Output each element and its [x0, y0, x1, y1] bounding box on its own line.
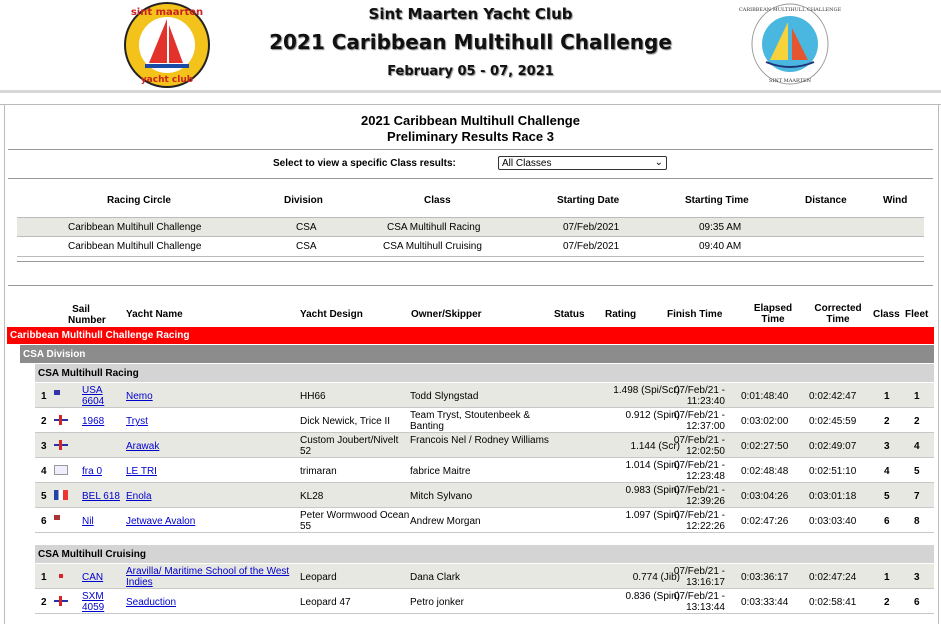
- elapsed-time: 0:02:27:50: [741, 441, 789, 452]
- yacht-name-link[interactable]: Arawak: [126, 441, 160, 452]
- club-name: Sint Maarten Yacht Club: [368, 5, 573, 23]
- finish-time: 07/Feb/21 - 12:39:26: [673, 485, 725, 507]
- sail-number-link[interactable]: Nil: [82, 516, 94, 527]
- owner-skipper: Francois Nel / Rodney Williams: [410, 435, 549, 446]
- logo-right-bottom-text: SINT MAARTEN: [768, 78, 812, 84]
- class-band-racing: CSA Multihull Racing: [35, 364, 934, 382]
- owner-skipper: fabrice Maitre: [410, 466, 471, 477]
- col-sail-number: Sail Number: [68, 304, 106, 326]
- page-subtitle: Preliminary Results Race 3: [387, 129, 554, 144]
- logo-right-top-text: CARIBBEAN MULTIHULL CHALLENGE: [738, 7, 842, 13]
- elapsed-time: 0:03:33:44: [741, 597, 789, 608]
- yacht-name-link[interactable]: Aravilla/ Maritime School of the West Indies: [126, 566, 290, 588]
- finish-time: 07/Feb/21 - 11:23:40: [673, 385, 725, 407]
- corrected-time: 0:03:03:40: [809, 516, 857, 527]
- logo-left-top-text: sint maarten: [130, 7, 204, 18]
- sail-number-link[interactable]: CAN: [82, 572, 104, 583]
- event-banner: [0, 0, 941, 92]
- race-info-row: [17, 217, 924, 237]
- yacht-design: Leopard: [300, 572, 337, 583]
- divider: [8, 149, 933, 150]
- yacht-design: trimaran: [300, 466, 337, 477]
- elapsed-time: 0:03:36:17: [741, 572, 789, 583]
- position: 1: [41, 391, 47, 402]
- sail-number-link[interactable]: SXM 4059: [82, 591, 105, 613]
- yacht-name-link[interactable]: Nemo: [126, 391, 153, 402]
- chevron-down-icon: ⌄: [654, 157, 663, 168]
- col-corrected-time: Corrected Time: [814, 303, 862, 325]
- col-finish-time: Finish Time: [667, 309, 723, 320]
- start-date-cell: 07/Feb/2021: [563, 241, 620, 252]
- divider: [17, 261, 924, 262]
- elapsed-time: 0:03:04:26: [741, 491, 789, 502]
- col-yacht-design: Yacht Design: [300, 309, 363, 320]
- position: 1: [41, 572, 47, 583]
- class-band-cruising: CSA Multihull Cruising: [35, 545, 934, 563]
- position: 3: [41, 441, 47, 452]
- corrected-time: 0:02:49:07: [809, 441, 857, 452]
- owner-skipper: Andrew Morgan: [410, 516, 481, 527]
- class-select-row: [0, 156, 941, 172]
- finish-time: 07/Feb/21 - 13:13:44: [673, 591, 725, 613]
- col-yacht-name: Yacht Name: [126, 309, 183, 320]
- class-cell: CSA Multihull Cruising: [383, 241, 482, 252]
- elapsed-time: 0:02:47:26: [741, 516, 789, 527]
- class-place: 2: [884, 416, 890, 427]
- fleet-place: 1: [914, 391, 920, 402]
- elapsed-time: 0:01:48:40: [741, 391, 789, 402]
- header-class: Class: [424, 195, 451, 206]
- class-place: 3: [884, 441, 890, 452]
- yacht-design: Custom Joubert/Nivelt 52: [300, 435, 399, 457]
- fleet-place: 6: [914, 597, 920, 608]
- col-rating: Rating: [605, 309, 637, 320]
- finish-time: 07/Feb/21 - 12:02:50: [673, 435, 725, 457]
- racing-circle-band: Caribbean Multihull Challenge Racing: [7, 327, 934, 344]
- corrected-time: 0:02:58:41: [809, 597, 857, 608]
- result-row: [35, 408, 934, 433]
- fleet-place: 5: [914, 466, 920, 477]
- col-fleet-place: Fleet: [905, 309, 929, 320]
- class-place: 1: [884, 391, 890, 402]
- position: 4: [41, 466, 47, 477]
- logo-left-bottom-text: yacht club: [140, 75, 194, 85]
- finish-time: 07/Feb/21 - 12:23:48: [673, 460, 725, 482]
- position: 2: [41, 416, 47, 427]
- broken-image-icon: [54, 465, 68, 475]
- fleet-place: 4: [914, 441, 920, 452]
- fleet-place: 8: [914, 516, 920, 527]
- owner-skipper: Dana Clark: [410, 572, 461, 583]
- class-cell: CSA Multihull Racing: [387, 222, 481, 233]
- yacht-design: KL28: [300, 491, 324, 502]
- rating: 1.097 (Spin): [625, 510, 680, 521]
- yacht-design: Peter Wormwood Ocean 55: [300, 510, 410, 532]
- race-circle-cell: Caribbean Multihull Challenge: [68, 222, 202, 233]
- col-class-place: Class: [873, 309, 900, 320]
- divider: [8, 178, 933, 179]
- yacht-design: HH66: [300, 391, 326, 402]
- start-date-cell: 07/Feb/2021: [563, 222, 620, 233]
- event-title: 2021 Caribbean Multihull Challenge: [269, 30, 672, 54]
- elapsed-time: 0:03:02:00: [741, 416, 789, 427]
- header-wind: Wind: [883, 195, 908, 206]
- header-starting-time: Starting Time: [685, 195, 749, 206]
- corrected-time: 0:02:51:10: [809, 466, 857, 477]
- owner-skipper: Mitch Sylvano: [410, 491, 473, 502]
- yacht-name-link[interactable]: LE TRI: [126, 466, 157, 477]
- banner-divider: [0, 90, 941, 93]
- multihull-challenge-logo: [738, 2, 842, 88]
- col-status: Status: [554, 309, 585, 320]
- yacht-design: Leopard 47: [300, 597, 351, 608]
- owner-skipper: Petro jonker: [410, 597, 464, 608]
- division-cell: CSA: [296, 241, 317, 252]
- yacht-name-link[interactable]: Jetwave Avalon: [126, 516, 196, 527]
- col-owner-skipper: Owner/Skipper: [411, 309, 482, 320]
- result-row: [35, 483, 934, 508]
- race-circle-cell: Caribbean Multihull Challenge: [68, 241, 202, 252]
- yacht-name-link[interactable]: Enola: [126, 491, 152, 502]
- sail-number-link[interactable]: 1968: [82, 416, 105, 427]
- yacht-name-link[interactable]: Seaduction: [126, 597, 177, 608]
- class-place: 6: [884, 516, 890, 527]
- owner-skipper: Team Tryst, Stoutenbeek & Banting: [410, 410, 531, 432]
- header-racing-circle: Racing Circle: [107, 195, 171, 206]
- header-division: Division: [284, 195, 323, 206]
- result-row: [35, 589, 934, 614]
- fleet-place: 3: [914, 572, 920, 583]
- header-starting-date: Starting Date: [557, 195, 620, 206]
- result-row: [35, 508, 934, 533]
- sail-number-link[interactable]: USA 6604: [82, 385, 105, 407]
- division-band: CSA Division: [20, 345, 934, 363]
- result-row: [35, 383, 934, 408]
- start-time-cell: 09:35 AM: [699, 222, 742, 233]
- rating: 0.774 (Jib): [632, 572, 680, 583]
- division-cell: CSA: [296, 222, 317, 233]
- owner-skipper: Todd Slyngstad: [410, 391, 479, 402]
- position: 5: [41, 491, 47, 502]
- elapsed-time: 0:02:48:48: [741, 466, 789, 477]
- rating: 1.498 (Spi/Scr): [613, 385, 680, 396]
- sail-number-link[interactable]: BEL 618: [82, 491, 120, 502]
- race-info-row: [17, 237, 924, 257]
- yacht-design: Dick Newick, Trice II: [300, 416, 391, 427]
- class-place: 1: [884, 572, 890, 583]
- class-select-value: All Classes: [502, 158, 552, 169]
- class-place: 2: [884, 597, 890, 608]
- class-select-dropdown[interactable]: [498, 156, 667, 170]
- header-distance: Distance: [805, 195, 847, 206]
- result-row: [35, 458, 934, 483]
- position: 2: [41, 597, 47, 608]
- divider: [8, 285, 933, 286]
- rating: 0.836 (Spin): [625, 591, 680, 602]
- col-elapsed-time: Elapsed Time: [753, 303, 793, 325]
- result-row: [35, 433, 934, 458]
- sail-number-link[interactable]: fra 0: [82, 466, 103, 477]
- corrected-time: 0:02:42:47: [809, 391, 857, 402]
- event-dates: February 05 - 07, 2021: [387, 64, 554, 79]
- corrected-time: 0:02:47:24: [809, 572, 857, 583]
- corrected-time: 0:03:01:18: [809, 491, 857, 502]
- class-place: 5: [884, 491, 890, 502]
- corrected-time: 0:02:45:59: [809, 416, 857, 427]
- yacht-name-link[interactable]: Tryst: [126, 416, 148, 427]
- class-place: 4: [884, 466, 890, 477]
- rating: 1.144 (Scr): [630, 441, 680, 452]
- rating: 0.983 (Spin): [625, 485, 680, 496]
- position: 6: [41, 516, 47, 527]
- rating: 0.912 (Spin): [625, 410, 680, 421]
- finish-time: 07/Feb/21 - 12:22:26: [673, 510, 725, 532]
- finish-time: 07/Feb/21 - 12:37:00: [673, 410, 725, 432]
- fleet-place: 2: [914, 416, 920, 427]
- flag-icon: [54, 490, 68, 500]
- class-select-label: Select to view a specific Class results:: [273, 158, 456, 169]
- page-title: 2021 Caribbean Multihull Challenge: [361, 113, 580, 128]
- start-time-cell: 09:40 AM: [699, 241, 742, 252]
- finish-time: 07/Feb/21 - 13:16:17: [673, 566, 725, 588]
- result-row: [35, 564, 934, 589]
- fleet-place: 7: [914, 491, 920, 502]
- rating: 1.014 (Spin): [625, 460, 680, 471]
